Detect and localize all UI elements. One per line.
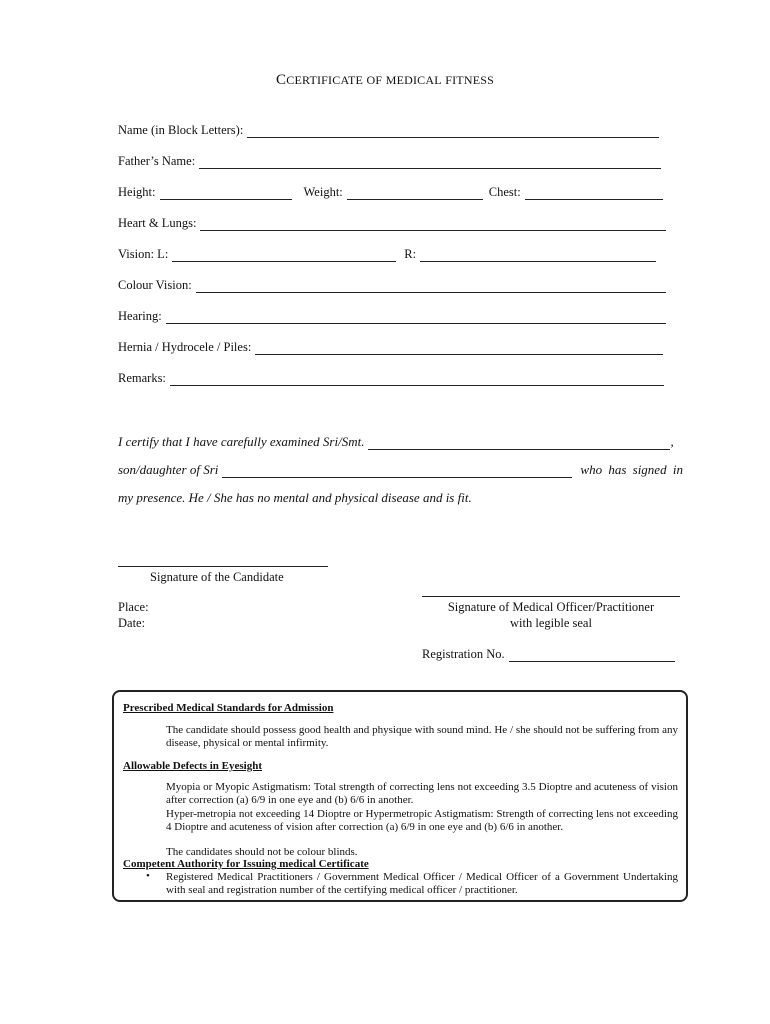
authority-heading: Competent Authority for Issuing medical Certificate	[123, 858, 369, 870]
date-label: Date:	[118, 616, 146, 630]
title-word-2: OF	[366, 73, 383, 87]
hearing-field[interactable]	[166, 310, 666, 324]
colour-blind-paragraph: The candidates should not be colour blinds.	[166, 846, 358, 858]
hernia-field[interactable]	[255, 341, 663, 355]
colour-label: Colour Vision:	[118, 278, 192, 292]
examined-name-field[interactable]	[368, 436, 670, 450]
certify-line-2	[118, 462, 683, 478]
weight-label: Weight:	[303, 185, 343, 199]
height-label: Height:	[118, 185, 156, 199]
father-label: Father’s Name:	[118, 154, 196, 168]
officer-signature-line[interactable]	[422, 596, 680, 597]
name-row	[118, 122, 659, 138]
hearing-label: Hearing:	[118, 309, 162, 323]
officer-signature-label: Signature of Medical Officer/Practitioner	[447, 600, 655, 614]
title-word-3: MEDICAL	[385, 73, 442, 87]
officer-seal-label: with legible seal	[510, 616, 592, 630]
certify-line-1	[118, 434, 674, 450]
vision-left-label: Vision: L:	[118, 247, 169, 261]
height-field[interactable]	[160, 186, 292, 200]
certify-comma: ,	[670, 434, 674, 449]
chest-label: Chest:	[488, 185, 521, 199]
certify-text-3: who has signed in	[580, 462, 683, 477]
vision-row	[118, 246, 656, 262]
standards-heading: Prescribed Medical Standards for Admission	[123, 702, 334, 714]
place-label: Place:	[118, 600, 149, 614]
vision-left-field[interactable]	[172, 248, 396, 262]
registration-field[interactable]	[509, 648, 675, 662]
name-label: Name (in Block Letters):	[118, 123, 244, 137]
remarks-row	[118, 370, 664, 386]
myopia-paragraph: Myopia or Myopic Astigmatism: Total strength of correcting lens not exceeding 3.5 Dioptre and acuteness of vision after correction (a) 6/9 in one eye and (b) 6/6 in another.	[166, 781, 678, 806]
father-row	[118, 153, 661, 169]
hypermetropia-paragraph: Hyper-metropia not exceeding 14 Dioptre or Hypermetropic Astigmatism: Strength of correcting lens not exceeding 4 Dioptre and acuteness of vision after correction (a) 6/9 in one eye and (b) 6/6 in another.	[166, 808, 678, 833]
remarks-field[interactable]	[170, 372, 664, 386]
authority-paragraph: Registered Medical Practitioners / Government Medical Officer / Medical Officer of a Government Undertaking with seal and registration number of the certifying medical officer / practitioner.	[166, 871, 678, 896]
standards-box	[112, 690, 688, 902]
title-c: C	[276, 72, 287, 88]
standards-paragraph: The candidate should possess good health and physique with sound mind. He / she should not be suffering from any disease, physical or mental infirmity.	[166, 724, 678, 749]
hearing-row	[118, 308, 666, 324]
hernia-row	[118, 339, 663, 355]
hernia-label: Hernia / Hydrocele / Piles:	[118, 340, 252, 354]
candidate-signature-line[interactable]	[118, 566, 328, 567]
colour-field[interactable]	[196, 279, 666, 293]
registration-label: Registration No.	[422, 647, 505, 661]
candidate-signature-label: Signature of the Candidate	[150, 570, 284, 584]
title-word-4: FITNESS	[445, 73, 494, 87]
heart-row	[118, 215, 666, 231]
chest-field[interactable]	[525, 186, 663, 200]
registration-row	[422, 646, 675, 662]
name-field[interactable]	[247, 124, 659, 138]
measurements-row	[118, 184, 663, 200]
certify-text-1: I certify that I have carefully examined Sri/Smt.	[118, 434, 365, 449]
colour-row	[118, 277, 666, 293]
vision-right-label: R:	[404, 247, 417, 261]
certify-line-3: my presence. He / She has no mental and physical disease and is fit.	[118, 490, 472, 505]
weight-field[interactable]	[347, 186, 483, 200]
heart-field[interactable]	[200, 217, 666, 231]
father-field[interactable]	[199, 155, 661, 169]
parent-name-field[interactable]	[222, 464, 572, 478]
certify-text-2: son/daughter of Sri	[118, 462, 219, 477]
page-title	[0, 72, 770, 89]
eyesight-heading: Allowable Defects in Eyesight	[123, 760, 263, 772]
vision-right-field[interactable]	[420, 248, 656, 262]
title-word-1: CERTIFICATE	[286, 73, 364, 87]
bullet-icon: •	[146, 870, 150, 882]
remarks-label: Remarks:	[118, 371, 166, 385]
heart-label: Heart & Lungs:	[118, 216, 197, 230]
